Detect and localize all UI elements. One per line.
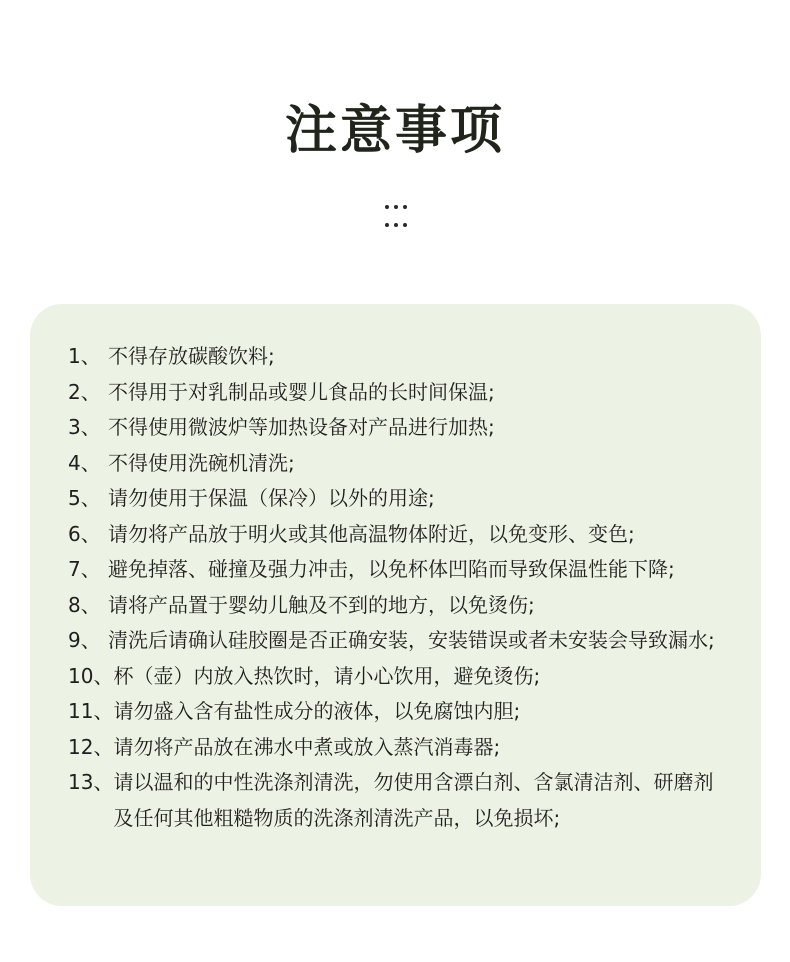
item-number: 10、: [68, 663, 114, 688]
page-title: 注意事项: [284, 101, 505, 161]
item-text: 请将产品置于婴幼儿触及不到的地方，以免烫伤;: [108, 592, 535, 617]
list-item: [68, 552, 738, 588]
list-item: [68, 730, 738, 766]
list-item: [68, 481, 738, 517]
item-number: 7、: [68, 557, 101, 581]
item-text: 不得使用洗碗机清洗;: [108, 450, 295, 475]
item-text: 避免掉落、碰撞及强力冲击，以免杯体凹陷而导致保温性能下降;: [108, 557, 675, 581]
item-number: 4、: [68, 450, 101, 475]
item-number: 5、: [68, 486, 101, 510]
item-number: 3、: [68, 415, 101, 439]
ellipsis-dots-icon: [383, 203, 409, 231]
list-item: [68, 410, 738, 446]
list-item: [68, 375, 738, 411]
list-item: [68, 446, 738, 482]
item-text: 清洗后请确认硅胶圈是否正确安装，安装错误或者未安装会导致漏水;: [108, 628, 715, 652]
item-text: 请勿将产品放在沸水中煮或放入蒸汽消毒器;: [113, 734, 501, 759]
list-item: [68, 694, 738, 730]
item-text: 请以温和的中性洗涤剂清洗，勿使用含漂白剂、含氯清洁剂、研磨剂及任何其他粗糙物质的洗涤剂清洗产品，以免损坏;: [113, 770, 714, 830]
list-item: [68, 765, 738, 836]
item-number: 13、: [68, 770, 114, 794]
list-item: [68, 588, 738, 624]
item-number: 9、: [68, 628, 101, 652]
item-number: 2、: [68, 379, 101, 404]
list-item: [68, 623, 738, 659]
list-item: [68, 659, 738, 695]
item-text: 不得使用微波炉等加热设备对产品进行加热;: [108, 415, 495, 439]
item-text: 不得存放碳酸饮料;: [108, 344, 275, 368]
item-number: 1、: [68, 344, 101, 368]
item-text: 请勿将产品放于明火或其他高温物体附近，以免变形、变色;: [108, 521, 635, 546]
item-number: 12、: [68, 734, 114, 759]
item-number: 6、: [68, 521, 101, 546]
item-number: 11、: [68, 699, 114, 723]
list-item: [68, 339, 738, 375]
list-item: [68, 517, 738, 553]
item-number: 8、: [68, 592, 101, 617]
item-text: 请勿盛入含有盐性成分的液体，以免腐蚀内胆;: [113, 699, 521, 723]
item-text: 不得用于对乳制品或婴儿食品的长时间保温;: [108, 379, 495, 404]
item-text: 请勿使用于保温（保冷）以外的用途;: [108, 486, 435, 510]
item-text: 杯（壶）内放入热饮时，请小心饮用，避免烫伤;: [113, 663, 541, 688]
notice-list: [68, 339, 738, 836]
